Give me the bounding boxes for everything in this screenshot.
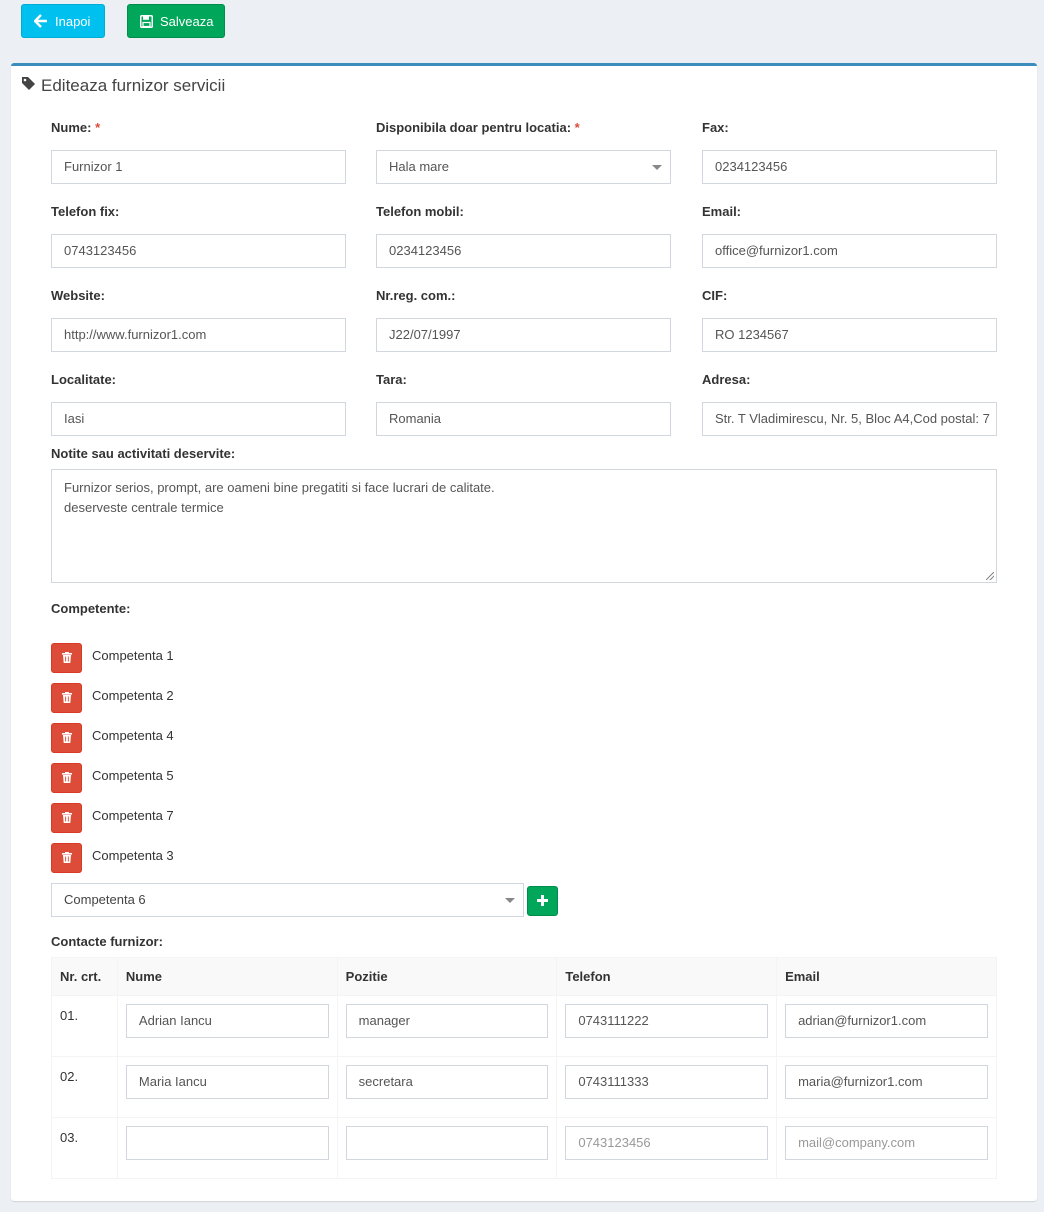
telefon-fix-input[interactable]: 0743123456	[51, 234, 346, 268]
contact-position-input[interactable]	[346, 1126, 549, 1160]
tara-input[interactable]: Romania	[376, 402, 671, 436]
contact-name-input[interactable]: Maria Iancu	[126, 1065, 329, 1099]
trash-icon	[62, 651, 72, 666]
adresa-label: Adresa:	[702, 372, 751, 387]
telefon-fix-label: Telefon fix:	[51, 204, 120, 219]
save-button-label: Salveaza	[160, 13, 214, 29]
resize-handle[interactable]	[986, 572, 994, 580]
notes-line: Furnizor serios, prompt, are oameni bine pregatiti si face lucrari de calitate.	[64, 480, 495, 495]
competenta-item	[51, 843, 174, 873]
delete-competenta-button[interactable]	[51, 683, 82, 713]
competenta-item	[51, 683, 174, 713]
field-tara	[376, 371, 671, 436]
trash-icon	[62, 691, 72, 706]
nume-input[interactable]: Furnizor 1	[51, 150, 346, 184]
field-telefon-fix	[51, 203, 346, 268]
contact-name-input[interactable]: Adrian Iancu	[126, 1004, 329, 1038]
email-label: Email:	[702, 204, 742, 219]
localitate-input[interactable]: Iasi	[51, 402, 346, 436]
nume-label: Nume:	[51, 120, 92, 135]
locatie-selected-value: Hala mare	[389, 159, 449, 174]
trash-icon	[62, 771, 72, 786]
competenta-name: Competenta 7	[92, 807, 174, 823]
field-locatie	[376, 119, 671, 184]
delete-competenta-button[interactable]	[51, 843, 82, 873]
table-row	[52, 996, 997, 1057]
contact-name-input[interactable]	[126, 1126, 329, 1160]
field-adresa	[702, 371, 997, 436]
fax-input[interactable]: 0234123456	[702, 150, 997, 184]
fax-label: Fax:	[702, 120, 729, 135]
caret-down-icon	[505, 898, 515, 903]
column-header-email: Email	[777, 958, 997, 996]
contact-phone-input[interactable]: 0743111333	[565, 1065, 768, 1099]
competenta-name: Competenta 4	[92, 727, 174, 743]
trash-icon	[62, 811, 72, 826]
notes-label: Notite sau activitati deservite:	[51, 446, 236, 461]
column-header-telefon: Telefon	[557, 958, 777, 996]
nr-reg-label: Nr.reg. com.:	[376, 288, 456, 303]
floppy-disk-icon	[140, 15, 153, 28]
competenta-item	[51, 723, 174, 753]
contact-phone-input[interactable]: 0743111222	[565, 1004, 768, 1038]
competenta-item	[51, 763, 174, 793]
contact-email-input[interactable]: maria@furnizor1.com	[785, 1065, 988, 1099]
row-number: 03.	[52, 1118, 118, 1179]
save-button[interactable]	[127, 4, 225, 38]
delete-competenta-button[interactable]	[51, 803, 82, 833]
table-row	[52, 1118, 997, 1179]
competenta-item	[51, 643, 174, 673]
nr-reg-input[interactable]: J22/07/1997	[376, 318, 671, 352]
add-competenta-button[interactable]	[527, 886, 558, 916]
delete-competenta-button[interactable]	[51, 723, 82, 753]
competenta-name: Competenta 3	[92, 847, 174, 863]
required-mark: *	[95, 120, 101, 135]
trash-icon	[62, 731, 72, 746]
back-button[interactable]	[21, 4, 105, 38]
telefon-mobil-input[interactable]: 0234123456	[376, 234, 671, 268]
email-input[interactable]: office@furnizor1.com	[702, 234, 997, 268]
competenta-selected-value: Competenta 6	[64, 892, 146, 907]
required-mark: *	[574, 120, 580, 135]
plus-icon	[537, 894, 548, 909]
column-header-nume: Nume	[117, 958, 337, 996]
panel-header	[21, 76, 225, 96]
field-localitate	[51, 371, 346, 436]
competenta-name: Competenta 5	[92, 767, 174, 783]
competenta-select[interactable]	[51, 883, 524, 917]
caret-down-icon	[652, 165, 662, 170]
field-email	[702, 203, 997, 268]
contacts-label: Contacte furnizor:	[51, 934, 163, 949]
telefon-mobil-label: Telefon mobil:	[376, 204, 464, 219]
tag-icon	[21, 76, 36, 96]
website-label: Website:	[51, 288, 105, 303]
trash-icon	[62, 851, 72, 866]
adresa-input[interactable]: Str. T Vladimirescu, Nr. 5, Bloc A4,Cod postal: 7	[702, 402, 997, 436]
contact-position-input[interactable]: manager	[346, 1004, 549, 1038]
contact-phone-input[interactable]: 0743123456	[565, 1126, 768, 1160]
notes-textarea[interactable]	[51, 469, 997, 583]
competente-label: Competente:	[51, 601, 131, 616]
contacts-table	[51, 957, 997, 1179]
table-row	[52, 1057, 997, 1118]
delete-competenta-button[interactable]	[51, 763, 82, 793]
table-header-row	[52, 958, 997, 996]
field-telefon-mobil	[376, 203, 671, 268]
field-nr-reg	[376, 287, 671, 352]
panel-title: Editeaza furnizor servicii	[41, 76, 226, 95]
row-number: 02.	[52, 1057, 118, 1118]
contact-email-input[interactable]: adrian@furnizor1.com	[785, 1004, 988, 1038]
delete-competenta-button[interactable]	[51, 643, 82, 673]
locatie-select[interactable]	[376, 150, 671, 184]
contact-email-input[interactable]: mail@company.com	[785, 1126, 988, 1160]
field-website	[51, 287, 346, 352]
column-header-pozitie: Pozitie	[337, 958, 557, 996]
toolbar	[21, 4, 225, 38]
column-header-nr: Nr. crt.	[52, 958, 118, 996]
competenta-item	[51, 803, 174, 833]
competenta-name: Competenta 2	[92, 687, 174, 703]
competenta-name: Competenta 1	[92, 647, 174, 663]
contact-position-input[interactable]: secretara	[346, 1065, 549, 1099]
cif-label: CIF:	[702, 288, 728, 303]
localitate-label: Localitate:	[51, 372, 117, 387]
back-button-label: Inapoi	[55, 13, 91, 29]
edit-supplier-panel	[11, 63, 1037, 1201]
website-input[interactable]: http://www.furnizor1.com	[51, 318, 346, 352]
cif-input[interactable]: RO 1234567	[702, 318, 997, 352]
notes-line: deserveste centrale termice	[64, 500, 224, 515]
tara-label: Tara:	[376, 372, 407, 387]
field-nume	[51, 119, 346, 184]
field-cif	[702, 287, 997, 352]
field-fax	[702, 119, 997, 184]
row-number: 01.	[52, 996, 118, 1057]
arrow-left-icon	[34, 14, 48, 28]
locatie-label: Disponibila doar pentru locatia:	[376, 120, 572, 135]
